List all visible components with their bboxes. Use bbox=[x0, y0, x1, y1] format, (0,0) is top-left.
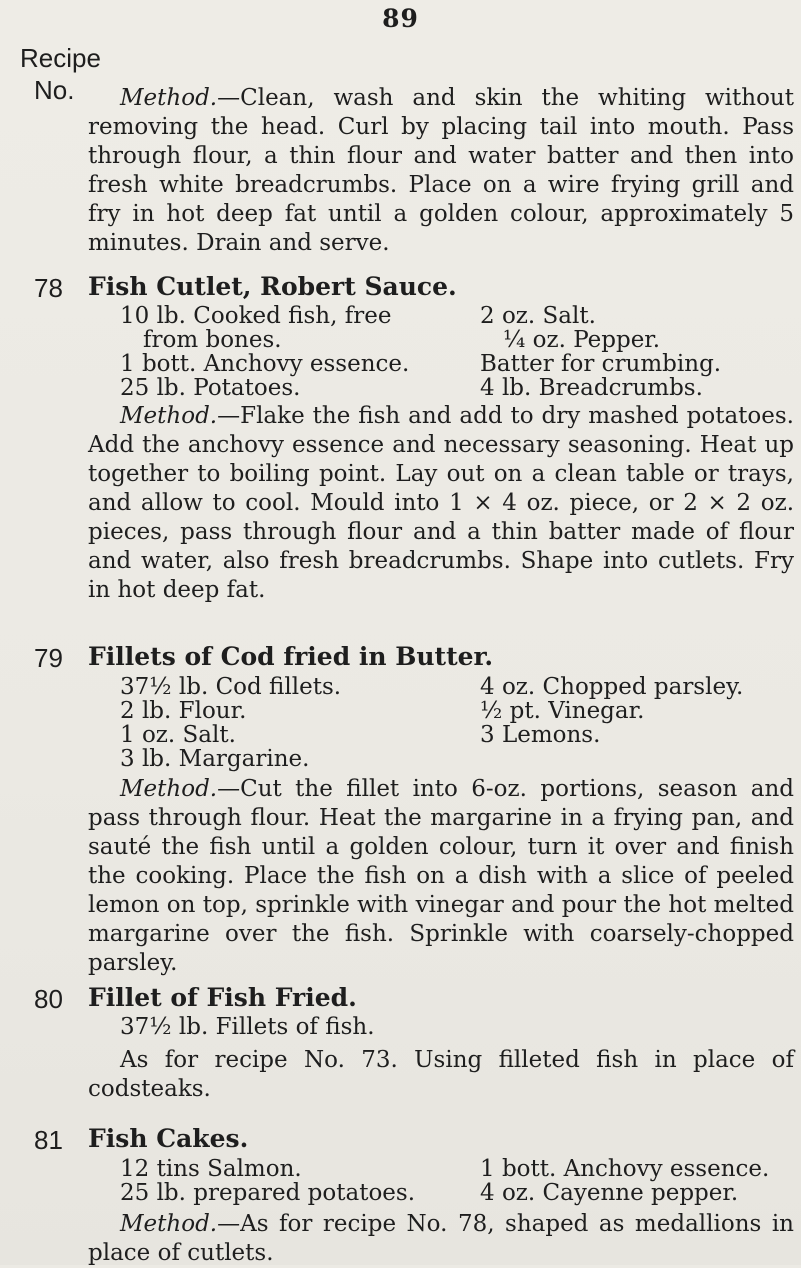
ingredient-row bbox=[120, 1157, 800, 1181]
recipe-title-80: Fillet of Fish Fried. bbox=[88, 983, 357, 1012]
ingredient-row bbox=[120, 1015, 800, 1039]
ingredient: 12 tins Salmon. bbox=[120, 1156, 302, 1182]
method-label: Method. bbox=[120, 403, 218, 429]
ingredient-row bbox=[120, 699, 800, 723]
ingredients-80 bbox=[120, 1015, 800, 1039]
ingredient: 10 lb. Cooked fish, free bbox=[120, 303, 392, 329]
ingredient: 25 lb. Potatoes. bbox=[120, 375, 301, 401]
ingredient: 4 oz. Cayenne pepper. bbox=[480, 1180, 739, 1206]
ingredients-78 bbox=[120, 304, 800, 400]
ingredient: 25 lb. prepared potatoes. bbox=[120, 1180, 416, 1206]
ingredient: ½ pt. Vinegar. bbox=[480, 698, 645, 724]
ingredient-row bbox=[120, 723, 800, 747]
ingredient-row bbox=[120, 304, 800, 328]
margin-heading-recipe: Recipe bbox=[20, 43, 101, 73]
page-number: 89 bbox=[382, 4, 419, 33]
ingredient: 4 oz. Chopped parsley. bbox=[480, 674, 744, 700]
margin-heading-no: No. bbox=[34, 75, 75, 105]
recipe-title-78: Fish Cutlet, Robert Sauce. bbox=[88, 272, 457, 301]
ingredient-row bbox=[120, 328, 800, 352]
ingredient: 1 oz. Salt. bbox=[120, 722, 236, 748]
recipe-title-79: Fillets of Cod fried in Butter. bbox=[88, 642, 494, 671]
ingredient: 37½ lb. Fillets of fish. bbox=[120, 1014, 375, 1040]
recipe-title-81: Fish Cakes. bbox=[88, 1124, 249, 1153]
ingredient: 3 lb. Margarine. bbox=[120, 746, 310, 772]
intro-method-text: —Clean, wash and skin the whiting without removing the head. Curl by placing tail into mouth. Pass through flour, a thin flour and water batter and then into fresh white breadcrumbs. Place on a wire frying grill and fry in hot deep fat until a golden colour, approximately 5 minutes. Drain and serve. bbox=[88, 85, 794, 256]
ingredient-row bbox=[120, 747, 800, 771]
ingredient-row bbox=[120, 1181, 800, 1205]
ingredients-81 bbox=[120, 1157, 800, 1205]
ingredient: 2 lb. Flour. bbox=[120, 698, 247, 724]
intro-method-label: Method. bbox=[120, 85, 218, 111]
method-79 bbox=[88, 775, 794, 978]
method-81 bbox=[88, 1210, 794, 1268]
ingredient: Batter for crumbing. bbox=[480, 351, 722, 377]
ingredient-row bbox=[120, 352, 800, 376]
ingredient: from bones. bbox=[143, 327, 282, 353]
ingredient: 4 lb. Breadcrumbs. bbox=[480, 375, 703, 401]
method-text: —As for recipe No. 78, shaped as medallions in place of cutlets. bbox=[88, 1211, 794, 1266]
ingredients-79 bbox=[120, 675, 800, 771]
method-text: —Cut the fillet into 6-oz. portions, season and pass through flour. Heat the margarine in a frying pan, and sauté the fish until a golden colour, turn it over and finish the cooking. Place the fish on a dish with a slice of peeled lemon on top, sprinkle with vinegar and pour the hot melted margarine over the fish. Sprinkle with coarsely-chopped parsley. bbox=[88, 776, 794, 976]
ingredient: 1 bott. Anchovy essence. bbox=[120, 351, 410, 377]
ingredient: 2 oz. Salt. bbox=[480, 303, 596, 329]
ingredient: 1 bott. Anchovy essence. bbox=[480, 1156, 770, 1182]
ingredient: ¼ oz. Pepper. bbox=[503, 327, 661, 353]
method-label: Method. bbox=[120, 776, 218, 802]
method-80 bbox=[88, 1046, 794, 1104]
ingredient-row bbox=[120, 675, 800, 699]
recipe-number-79: 79 bbox=[34, 643, 63, 673]
recipe-number-81: 81 bbox=[34, 1125, 63, 1155]
recipe-number-80: 80 bbox=[34, 984, 63, 1014]
ingredient-row bbox=[120, 376, 800, 400]
ingredient: 37½ lb. Cod fillets. bbox=[120, 674, 342, 700]
ingredient: 3 Lemons. bbox=[480, 722, 601, 748]
recipe-number-78: 78 bbox=[34, 273, 63, 303]
method-label: Method. bbox=[120, 1211, 218, 1237]
method-text: —Flake the fish and add to dry mashed potatoes. Add the anchovy essence and necessary seasoning. Heat up together to boiling point. Lay out on a clean table or trays, and allow to cool. Mould into 1 × 4 oz. piece, or 2 × 2 oz. pieces, pass through flour and a thin batter made of flour and water, also fresh breadcrumbs. Shape into cutlets. Fry in hot deep fat. bbox=[88, 403, 794, 603]
intro-method bbox=[88, 84, 794, 258]
method-text: As for recipe No. 73. Using filleted fish in place of codsteaks. bbox=[88, 1047, 794, 1102]
method-78 bbox=[88, 402, 794, 605]
